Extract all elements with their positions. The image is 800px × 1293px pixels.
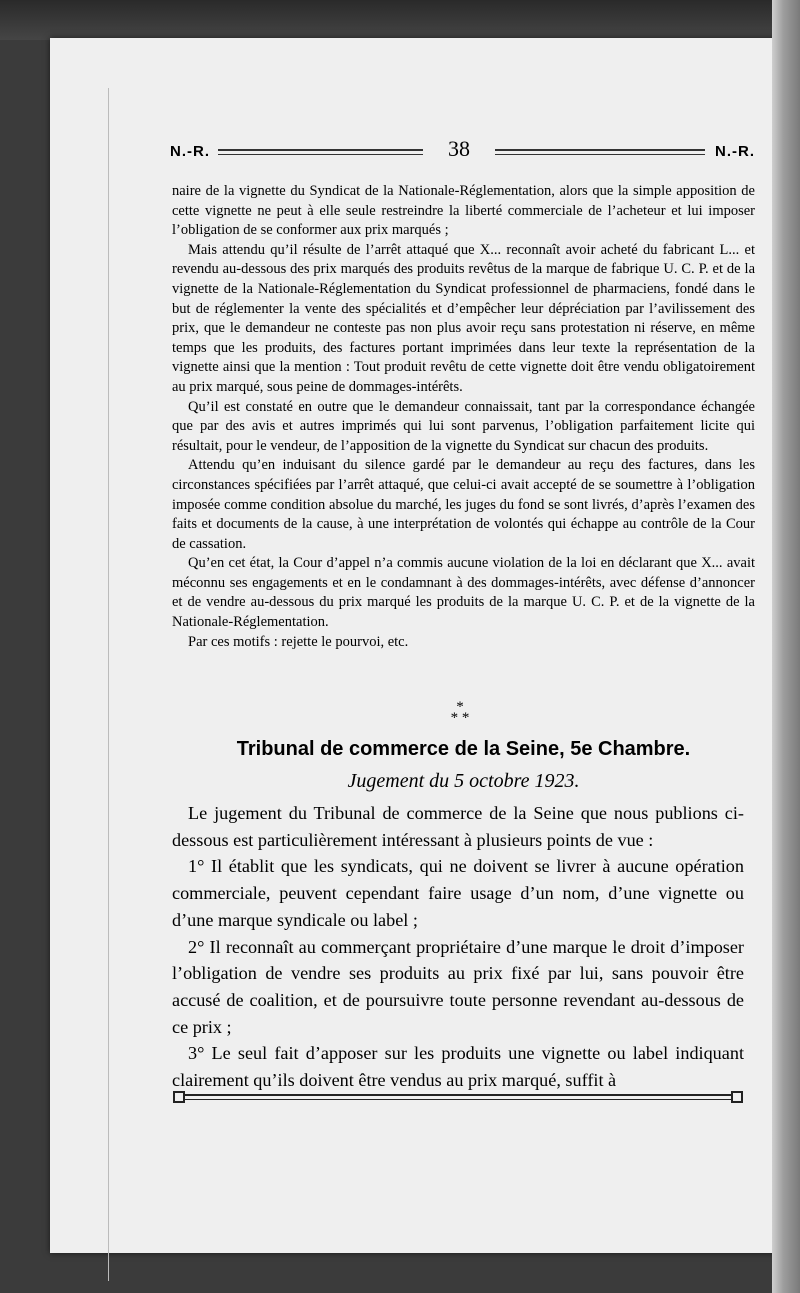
page-number: 38 [448,136,470,161]
page-fold-line [108,88,109,1281]
judgment-text [172,182,755,652]
header-right-mark: N.-R. [715,143,755,160]
paragraph: Attendu qu’en induisant du silence gardé par le demandeur au reçu des factures, dans les circonstances spécifiées par l’arrêt attaqué, que celui-ci avait accepté de se soumettre à l’obligation imposée comme condition absolue du marché, les juges du fond se sont livrés, d’après l’examen des faits et documents de la cause, à une interprétation de volontés qui échappe au contrôle de la Cour de cassation. [172,457,755,552]
section-separator-asterisks: * * * [450,699,470,726]
footer-ornament-rule [173,1089,743,1103]
paragraph: Mais attendu qu’il résulte de l’arrêt attaqué que X... reconnaît avoir acheté du fabricant L... et revendu au-dessous des prix marqués des produits revêtus de la marque de fabrique U. C. P. et de la vignette de la Nationale-Réglementation du Syndicat professionnel de pharmaciens, fondé dans le but de réglementer la vente des spécialités et d’empêcher leur dépréciation par l’avilissement des prix, que le demandeur ne conteste pas non plus avoir reçu sans protestation ni réserve, en même temps que les produits, des factures portant imprimées dans leur texte la représentation de la vignette ainsi que la mention : Tout produit revêtu de cette vignette doit être vendu obligatoirement au prix marqué, sous peine de dommages-intérêts. [172,241,755,395]
section-title: Tribunal de commerce de la Seine, 5e Chambre. [236,738,691,760]
scan-background-top [0,0,800,40]
paragraph: 3° Le seul fait d’apposer sur les produits une vignette ou label indiquant clairement qu’ils doivent être vendus au prix marqué, suffit à [172,1043,744,1091]
paragraph: Par ces motifs : rejette le pourvoi, etc. [188,633,409,650]
header-rule-left [218,149,423,155]
commentary-text [172,800,744,1094]
header-rule-right [495,149,705,155]
paragraph: 2° Il reconnaît au commerçant propriétaire d’une marque le droit d’imposer l’obligation de vendre ses produits au prix fixé par lui, sans pouvoir être accusé de coalition, et de poursuivre toute personne revendant au-dessous de ce prix ; [172,936,744,1037]
paragraph: Qu’il est constaté en outre que le demandeur connaissait, tant par la correspondance échangée que par des avis et autres imprimés qui lui sont parvenus, l’obligation parfaitement licite qui résultait, pour le vendeur, de l’apposition de la vignette du Syndicat sur chacun des produits. [172,398,755,454]
running-header [170,138,755,164]
paragraph: Le jugement du Tribunal de commerce de la Seine que nous publions ci-dessous est particulièrement intéressant à plusieurs points de vue : [172,803,744,850]
footer-double-line [185,1094,731,1100]
square-ornament-icon [173,1091,185,1103]
square-ornament-icon [731,1091,743,1103]
page-stack-edge [772,0,800,1293]
paragraph: naire de la vignette du Syndicat de la Nationale-Réglementation, alors que la simple apposition de cette vignette ne peut à elle seule restreindre la liberté commerciale de l’acheteur et lui imposer l’obligation de se conformer aux prix marqués ; [172,183,755,239]
paragraph: 1° Il établit que les syndicats, qui ne doivent se livrer à aucune opération commerciale, peuvent cependant faire usage d’un nom, d’une vignette ou d’une marque syndicale ou label ; [172,856,744,930]
paragraph: Qu’en cet état, la Cour d’appel n’a commis aucune violation de la loi en déclarant que X... avait méconnu ses engagements et en le condamnant à des dommages-intérêts, avec défense d’annoncer et de vendre au-dessous du prix marqué les produits de la marque U. C. P. et de la vignette de la Nationale-Réglementation. [172,555,755,631]
section-subtitle: Jugement du 5 octobre 1923. [347,770,580,792]
header-left-mark: N.-R. [170,143,210,160]
